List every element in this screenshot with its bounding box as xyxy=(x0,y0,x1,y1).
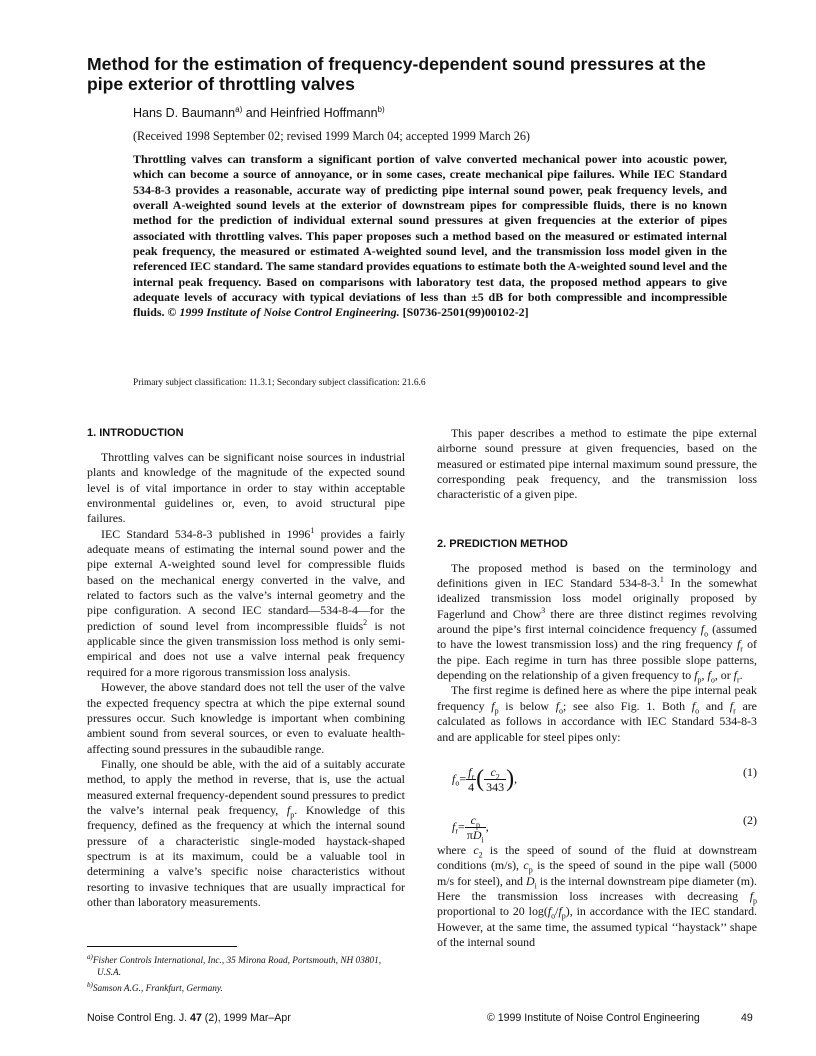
symbol-subscript: o xyxy=(455,778,460,788)
received-dates: (Received 1998 September 02; revised 1999 March 04; accepted 1999 March 26) xyxy=(133,129,530,143)
author-name: Heinfried Hoffmann xyxy=(270,106,378,121)
paragraph xyxy=(437,426,757,503)
symbol: f xyxy=(491,698,495,713)
symbol-subscript: o xyxy=(695,706,700,716)
equation-body xyxy=(452,765,517,794)
paragraph-text: is not applicable since the given transmission loss method is only semi-empirical and does not use a valve internal peak frequency required for a more rigorous transmission loss analysis. xyxy=(87,618,405,679)
symbol: f xyxy=(547,904,552,919)
paragraph xyxy=(87,680,405,757)
paragraph-text: and xyxy=(699,698,730,713)
symbol: f xyxy=(729,698,734,713)
paragraph-text: ), in accordance with the IEC standard. However, at the same time, the assumed typical ‘‘haystack’’ shape of the internal sound xyxy=(437,904,757,949)
separator: , xyxy=(701,668,708,683)
symbol-subscript: o xyxy=(559,706,564,716)
equation-tail: , xyxy=(485,819,489,834)
footnote xyxy=(87,979,405,995)
paragraph xyxy=(87,450,405,527)
abstract-copyright: © 1999 Institute of Noise Control Engineering. xyxy=(167,305,400,320)
footnote-text: Fisher Controls International, Inc., 35 Mirona Road, Portsmouth, NH 03801, U.S.A. xyxy=(92,956,382,979)
reference-mark[interactable]: 2 xyxy=(363,617,368,627)
symbol: f xyxy=(555,698,560,713)
symbol: D xyxy=(472,827,482,842)
denominator xyxy=(465,827,486,845)
author-name: Hans D. Baumann xyxy=(133,106,236,121)
paragraph-text: proportional to 20 log( xyxy=(437,904,548,919)
symbol-subscript: r xyxy=(733,706,736,716)
equation-number: (1) xyxy=(743,764,757,779)
paragraph-text: is the speed of sound of the fluid at downstream conditions (m/s), xyxy=(437,842,757,873)
reference-mark[interactable]: 1 xyxy=(310,525,315,535)
fraction xyxy=(466,765,476,794)
symbol: c xyxy=(490,764,496,779)
symbol-subscript: r xyxy=(471,772,475,782)
paragraph-text: are calculated as follows in accordance with IEC Standard 534-8-3 and are applicable for steel pipes only: xyxy=(437,698,757,744)
footer-copyright: © 1999 Institute of Noise Control Engineering xyxy=(487,1012,700,1024)
numerator xyxy=(484,765,506,780)
denominator: 343 xyxy=(486,779,505,794)
abstract-code: [S0736-2501(99)00102-2] xyxy=(402,305,529,320)
symbol-subscript: 2 xyxy=(495,772,500,782)
paragraph-text: Finally, one should be able, with the aid of a suitably accurate method, to apply the method in reverse, that is, use the actual measured external frequency-dependent sound pressures to predict the valve’s internal peak frequency, xyxy=(87,756,405,817)
footnote xyxy=(87,951,405,979)
fraction xyxy=(484,765,506,794)
symbol-subscript: p xyxy=(753,896,757,906)
abstract-text: Throttling valves can transform a significant portion of valve converted mechanical power into acoustic power, which can become a source of annoyance, or in some cases, create mechanical pipe failures. While IEC Standard 534-8-3 provides a reasonable, accurate way of predicting pipe internal sound power, peak frequency levels, and overall A-weighted sound levels at the exterior of downstream pipes for compressible fluids, there is no known method for the prediction of individual external sound pressures at given frequencies at the exterior of pipes associated with throttling valves. This paper proposes such a method based on the measured or estimated internal peak frequency, the measured or estimated A-weighted sound level, and the transmission loss model given in the referenced IEC standard. The same standard provides equations to estimate both the A-weighted sound level and the internal peak frequency. Based on comparisons with laboratory test data, the proposed method appears to give adequate levels of accuracy with typical deviations of less than ±5 dB for both compressible and incompressible fluids. xyxy=(133,152,727,320)
paragraph xyxy=(87,757,405,910)
journal-issue: (2), 1999 Mar–Apr xyxy=(201,1012,291,1024)
equals-sign: = xyxy=(459,771,467,786)
paragraph-text: However, the above standard does not tell the user of the valve the expected frequency spectra at which the pipe external sound pressures occur. Such knowledge is important when combining ambient sound from several sources, or even to evaluate health-affecting sound pressures in the subaudible range. xyxy=(87,680,405,756)
paragraph-text: The proposed method is based on the terminology and definitions given in IEC Standard 534-8-3. xyxy=(437,560,757,591)
footnote-divider xyxy=(87,946,237,947)
symbol: c xyxy=(473,842,479,857)
affiliation-mark: b) xyxy=(377,105,385,114)
separator: / xyxy=(555,904,559,919)
symbol: D xyxy=(525,873,535,888)
paragraph-text: is the internal downstream pipe diameter (m). Here the transmission loss increases with decreasing xyxy=(437,873,757,903)
paragraph-text: This paper describes a method to estimate the pipe external airborne sound pressure at given frequencies, based on the measured or estimated pipe internal maximum sound pressure, the corresponding peak frequency, and the transmission loss characteristic of a given pipe. xyxy=(437,426,757,502)
symbol-subscript: r xyxy=(736,675,740,685)
author-line xyxy=(133,102,385,121)
symbol-subscript: o xyxy=(551,911,556,921)
fraction xyxy=(465,812,486,845)
paragraph xyxy=(437,843,757,950)
symbol-subscript: p xyxy=(494,706,499,716)
denominator: 4 xyxy=(468,779,475,794)
affiliation-mark: a) xyxy=(235,105,243,114)
paragraph-text: (assumed to have the lowest transmission loss) and the ring frequency xyxy=(437,622,757,652)
symbol-subscript: p xyxy=(528,865,533,875)
reference-mark[interactable]: 1 xyxy=(659,575,664,585)
separator: . xyxy=(739,668,743,683)
paragraph xyxy=(437,561,757,684)
symbol-subscript: o xyxy=(704,629,709,639)
symbol: π xyxy=(466,827,473,842)
numerator xyxy=(466,765,476,780)
symbol: f xyxy=(694,668,698,683)
paper-title: Method for the estimation of frequency-dependent sound pressures at the pipe exterior of throttling valves xyxy=(87,54,706,94)
paragraph-text: there are three distinct regimes revolving around the pipe’s first internal coincidence frequency xyxy=(437,606,757,637)
equals-sign: = xyxy=(458,819,465,834)
paragraph-text: where xyxy=(437,842,474,857)
symbol: f xyxy=(733,668,737,683)
paragraph-text: ; see also Fig. 1. Both xyxy=(563,698,692,713)
equation-1 xyxy=(437,751,757,793)
symbol-subscript: i xyxy=(534,880,537,890)
symbol: c xyxy=(523,858,529,873)
equation-2 xyxy=(437,799,757,845)
paragraph-text: , or xyxy=(714,668,734,683)
symbol-subscript: p xyxy=(475,820,480,830)
paragraph-text: is the speed of sound in the pipe wall (5000 m/s for steel), and xyxy=(437,858,758,888)
paragraph xyxy=(87,527,405,680)
symbol: f xyxy=(691,698,696,713)
section-heading: 1. INTRODUCTION xyxy=(87,427,184,439)
symbol: f xyxy=(700,622,705,637)
equation-tail: , xyxy=(514,771,518,786)
paren-left: ( xyxy=(476,765,485,792)
paren-right: ) xyxy=(506,765,515,792)
symbol: f xyxy=(707,668,711,683)
equation-body xyxy=(452,812,489,845)
page-number: 49 xyxy=(741,1012,753,1024)
right-column xyxy=(437,426,757,950)
reference-mark[interactable]: 3 xyxy=(541,605,546,615)
paragraph-text: provides a fairly adequate means of estimating the internal sound power and the pipe external A-weighted sound level for compressible fluids based on the mechanical energy converted in the valve, and related to factors such as the valve’s internal geometry and the pipe configuration. A second IEC standard—534-8-4—for the prediction of sound level from incompressible fluids xyxy=(87,526,405,633)
subject-classification: Primary subject classification: 11.3.1; Secondary subject classification: 21.6.6 xyxy=(133,378,426,388)
equation-number: (2) xyxy=(743,812,757,827)
symbol-subscript: p xyxy=(290,810,295,820)
journal-citation xyxy=(87,1011,291,1025)
symbol: f xyxy=(286,802,291,817)
abstract xyxy=(133,152,727,321)
symbol-subscript: p xyxy=(697,675,702,685)
paragraph xyxy=(437,683,757,744)
symbol-subscript: o xyxy=(710,675,715,685)
paragraph-text: is below xyxy=(498,698,556,713)
footnote-mark: a) xyxy=(87,953,93,961)
symbol: f xyxy=(468,764,472,779)
paragraph-text: IEC Standard 534-8-3 published in 1996 xyxy=(101,526,311,541)
symbol-subscript: p xyxy=(561,911,566,921)
symbol: c xyxy=(470,812,476,827)
symbol-subscript: r xyxy=(740,644,743,654)
symbol-subscript: r xyxy=(455,826,459,836)
symbol: f xyxy=(749,888,753,903)
footnote-mark: b) xyxy=(87,981,93,990)
left-column xyxy=(87,426,405,910)
journal-name: Noise Control Eng. J. xyxy=(87,1012,191,1024)
symbol-subscript: i xyxy=(481,835,484,845)
author-separator: and xyxy=(242,106,271,121)
symbol: f xyxy=(558,904,562,919)
symbol: f xyxy=(736,637,741,652)
paragraph-text: Throttling valves can be significant noise sources in industrial plants and knowledge of the magnitude of the expected sound level is of vital importance in order to stay within acceptable environmental guidelines or, even, to avoid structural pipe failures. xyxy=(87,450,405,526)
numerator xyxy=(465,813,486,828)
paragraph-text: . Knowledge of this frequency, defined as the frequency at which the internal sound pressure of a characteristic single-moded haystack-shaped spectrum is at its maximum, could be a valuable tool in determining a valve’s specific noise characteristics without resorting to invasive techniques that are usually impractical for other than laboratory measurements. xyxy=(87,802,405,909)
paragraph-text: The first regime is defined here as where the pipe internal peak frequency xyxy=(437,683,757,713)
section-heading: 2. PREDICTION METHOD xyxy=(437,537,568,550)
paragraph-text: In the somewhat idealized transmission loss model originally proposed by Fagerlund and Chow xyxy=(437,576,757,621)
symbol: f xyxy=(452,819,456,834)
symbol-subscript: 2 xyxy=(478,850,483,860)
paragraph-text: of the pipe. Each regime in turn has three possible slope patterns, depending on the relationship of a given frequency to xyxy=(437,637,757,683)
footnote-text: Samson A.G., Frankfurt, Germany. xyxy=(92,984,223,995)
journal-volume: 47 xyxy=(190,1012,202,1024)
symbol: f xyxy=(452,771,456,786)
footnotes xyxy=(87,951,405,995)
